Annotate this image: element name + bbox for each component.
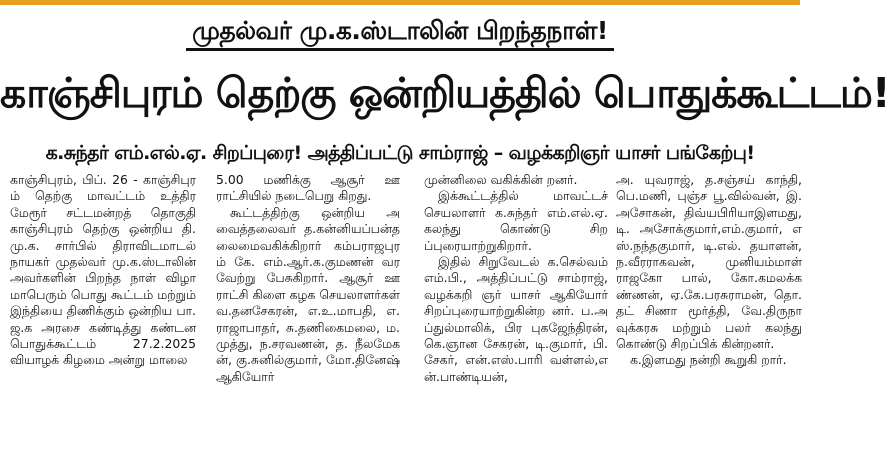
article-column-3 bbox=[424, 172, 608, 452]
article-column-2 bbox=[216, 172, 400, 452]
article-column-4 bbox=[616, 172, 802, 452]
article-column-1 bbox=[10, 172, 196, 452]
column-1-paragraph-1: காஞ்சிபுரம், பிப். 26 - காஞ்சிபுரம் தெற்கு மாவட்டம் உத்திரமேரூர் சட்டமன்றத் தொகுதி காஞ்சிபுரம் தெற்கு ஒன்றிய தி.மு.க. சார்பில் திராவிடமாடல் நாயகர் முதல்வர் மு.க.ஸ்டாலின் அவர்களின் பிறந்த நாள் விழா மாபெரும் பொது கூட்டம் மற்றும் இந்தியை திணிக்கும் ஒன்றிய பா.ஜ.க அரசை கண்டித்து கண்டன பொதுக்கூட்டம் 27.2.2025 வியாழக் கிழமை அன்று மாலை bbox=[10, 172, 196, 368]
subheadline: க.சுந்தர் எம்.எல்.ஏ. சிறப்புரை! அத்திப்பட்டு சாம்ராஜ் – வழக்கறிஞர் யாசர் பங்கேற்பு! bbox=[45, 142, 755, 164]
column-4-paragraph-1: அ. யுவராஜ், த.சஞ்சய் காந்தி, பெ.மணி, புஞ்ச பூ.வில்வன், இ.அசோகன், திவ்யபிரியாஇளமது, டி. அசோக்குமார்,எம்.குமார், எஸ்.நந்தகுமார், டி.எல். தயாளன், ந.வீரராகவன், முனியம்மாள் ராஜகோ பால், கோ.கமலக்கண்ணன், ஏ.கே.பரசுராமன், தொ.தட் சிணா மூர்த்தி, வே.திருநா வுக்கரசு மற்றும் பலர் கலந்து கொண்டு சிறப்பிக் கின்றனர். bbox=[616, 172, 802, 352]
kicker-heading: முதல்வர் மு.க.ஸ்டாலின் பிறந்தநாள்! bbox=[186, 14, 614, 51]
column-3-paragraph-3: இதில் சிறுவேடல் க.செல்வம் எம்.பி., அத்திப்பட்டு சாம்ராஜ், வழக்கறி ஞர் யாசர் ஆகியோர் சிறப்புரையாற்றுகின்ற னர். ப.அப்துல்மாலிக், பிர புகஜேந்திரன், கெ.ஞான சேகரன், டி.குமார், பி.சேகர், என்.எஸ்.பாரி வள்ளல்,என்.பாண்டியன், bbox=[424, 254, 608, 384]
column-2-paragraph-2: கூட்டத்திற்கு ஒன்றிய அவைத்தலைவர் த.கன்னியப்பன்தலைமைவகிக்கிறார் கம்பராஜபுரம் கே. எம்.ஆர்.க.குமணன் வர வேற்று பேசுகிறார். ஆசூர் ஊராட்சி கிளை கழக செயலாளர்கள் வ.தனசேகரன், எ.உ.மாபதி, எ.ராஜாபாதர், சு.தணிகைமலை, ம.முத்து, ந.சரவணன், த. நீலமேகன், கு.சுனில்குமார், மோ.தினேஷ் ஆகியோர் bbox=[216, 204, 400, 384]
column-3-paragraph-1: முன்னிலை வகிக்கின் றனர். bbox=[424, 172, 578, 187]
article-body bbox=[10, 172, 802, 452]
kicker-wrapper bbox=[0, 14, 800, 51]
main-headline: காஞ்சிபுரம் தெற்கு ஒன்றியத்தில் பொதுக்கூட்டம்! bbox=[0, 69, 890, 117]
column-2-paragraph-1: 5.00 மணிக்கு ஆசூர் ஊராட்சியில் நடைபெறு கிறது. bbox=[216, 172, 400, 204]
column-3-paragraph-2: இக்கூட்டத்தில் மாவட்டச் செயலாளர் க.சுந்தர் எம்.எல்.ஏ. கலந்து கொண்டு சிறப்புரையாற்றுகிறார். bbox=[424, 188, 608, 253]
column-4-paragraph-2: க.இளமது நன்றி கூறுகி றார். bbox=[630, 352, 787, 368]
top-accent-rule bbox=[0, 0, 800, 5]
